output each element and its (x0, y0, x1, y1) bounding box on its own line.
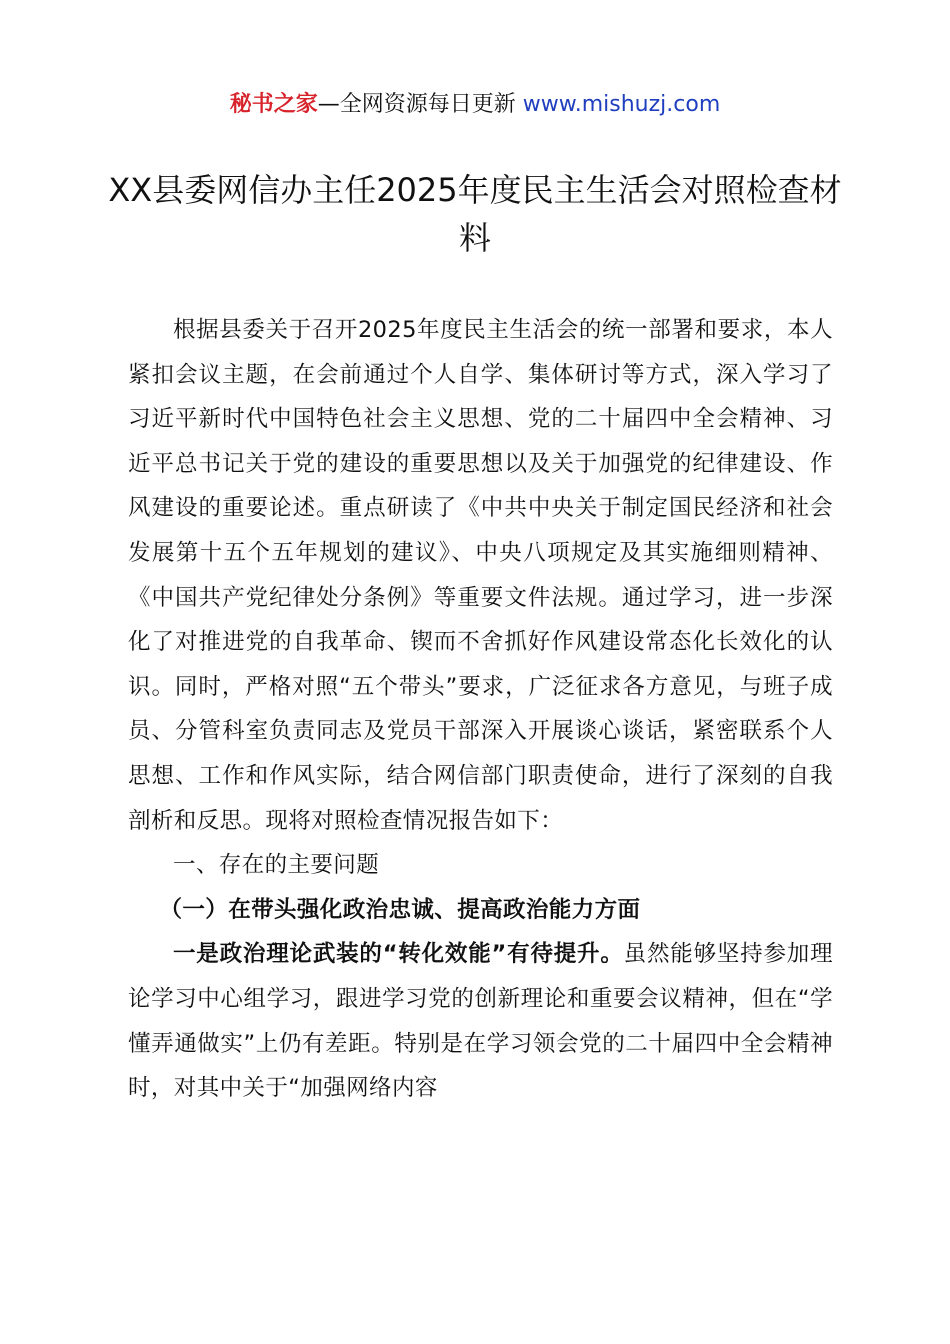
point-text: 虽然能够坚持参加理论学习中心组学习，跟进学习党的创新理论和重要会议精神，但在“学懂弄通做实”上仍有差距。特别是在学习领会党的二十届四中全会精神时，对其中关于“加强网络内容 (128, 941, 833, 1102)
brand-name: 秘书之家 (229, 92, 318, 117)
document-title: XX县委网信办主任2025年度民主生活会对照检查材料 (108, 171, 842, 257)
header-tagline: —全网资源每日更新 (317, 92, 523, 117)
section-heading: 一、存在的主要问题 (173, 852, 380, 879)
site-url[interactable]: www.mishuzj.com (522, 92, 721, 117)
document-body (128, 308, 833, 1111)
subsection-heading-text: （一）在带头强化政治忠诚、提高政治能力方面 (159, 896, 641, 923)
point-lead: 一是政治理论武装的“转化效能”有待提升。 (173, 941, 624, 968)
intro-paragraph: 根据县委关于召开2025年度民主生活会的统一部署和要求，本人紧扣会议主题，在会前通过个人自学、集体研讨等方式，深入学习了习近平新时代中国特色社会主义思想、党的二十届四中全会精神、习近平总书记关于党的建设的重要思想以及关于加强党的纪律建设、作风建设的重要论述。重点研读了《中共中央关于制定国民经济和社会发展第十五个五年规划的建议》、中央八项规定及其实施细则精神、《中国共产党纪律处分条例》等重要文件法规。通过学习，进一步深化了对推进党的自我革命、锲而不舍抓好作风建设常态化长效化的认识。同时，严格对照“五个带头”要求，广泛征求各方意见，与班子成员、分管科室负责同志及党员干部深入开展谈心谈话，紧密联系个人思想、工作和作风实际，结合网信部门职责使命，进行了深刻的自我剖析和反思。现将对照检查情况报告如下： (128, 317, 833, 834)
subsection-heading (128, 888, 833, 933)
page-header (0, 88, 950, 122)
point-paragraph (128, 932, 833, 1110)
